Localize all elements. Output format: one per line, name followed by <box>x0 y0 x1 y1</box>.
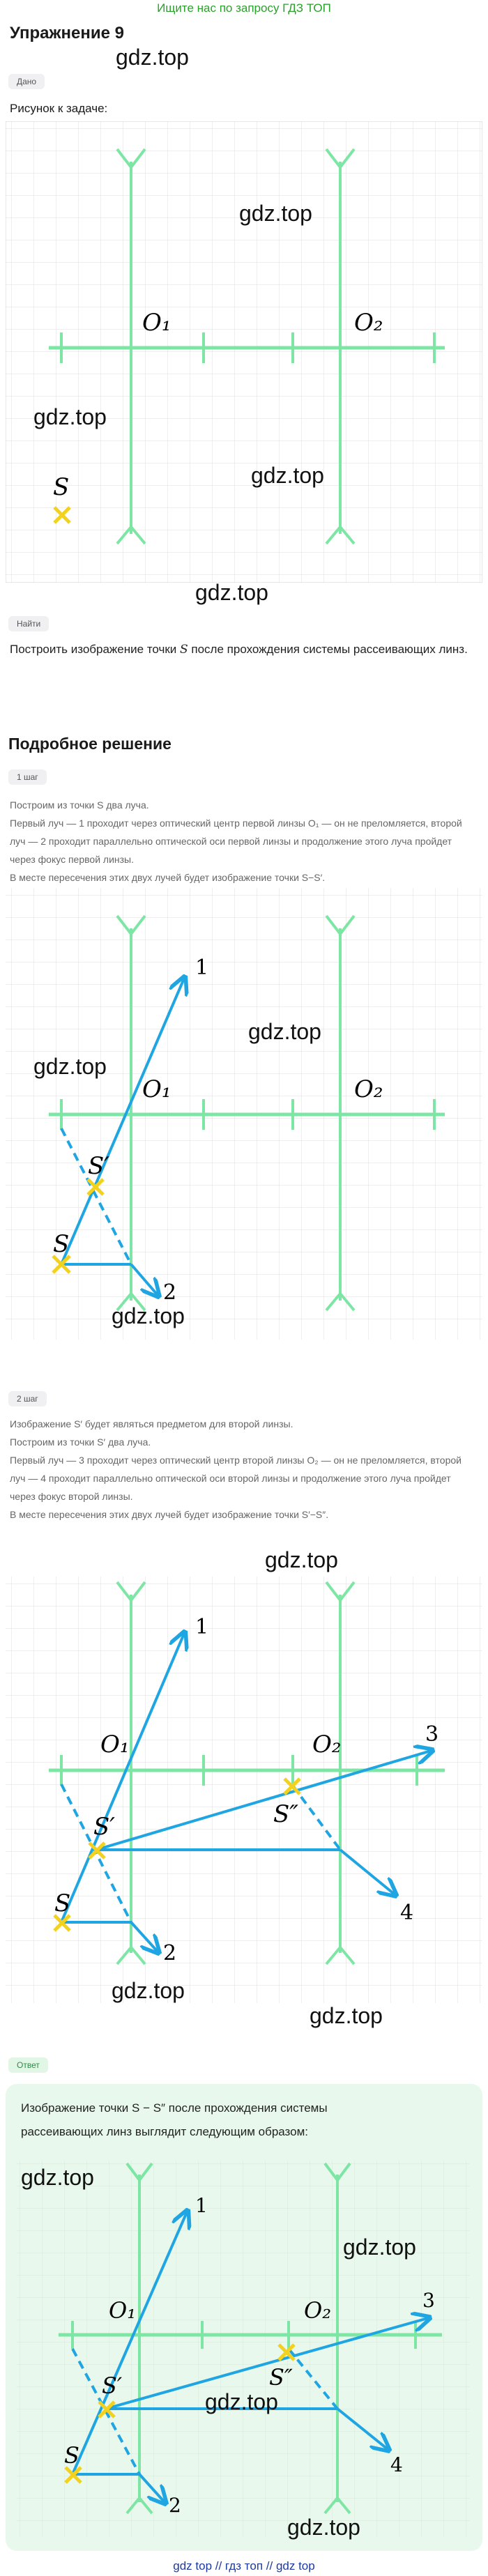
ray-4-label: 4 <box>400 1901 414 1925</box>
find-text: Построить изображение точки S после прохождения системы рассеивающих линз. <box>10 643 468 657</box>
label-o1: O₁ <box>142 309 171 337</box>
label-o2: O₂ <box>354 309 383 337</box>
watermark: gdz.top <box>33 404 107 429</box>
label-s-double-prime: S″ <box>273 1800 298 1828</box>
find-tag: Найти <box>8 616 49 631</box>
figure-answer <box>17 2161 470 2537</box>
answer-tag: Ответ <box>8 2057 48 2073</box>
exercise-title: Упражнение 9 <box>10 24 124 43</box>
watermark: gdz.top <box>116 45 189 70</box>
answer-text: Изображение точки S − S″ после прохождения системы рассеивающих линз выглядит следующим образом: <box>21 2101 328 2138</box>
figure-given <box>6 121 482 583</box>
watermark: gdz.top <box>287 2515 360 2540</box>
label-s: S <box>64 2442 79 2469</box>
ray-2-label: 2 <box>163 1941 177 1965</box>
label-s-prime: S′ <box>93 1813 116 1841</box>
watermark: gdz.top <box>248 1019 321 1044</box>
ray-3-label: 3 <box>422 2289 435 2312</box>
watermark: gdz.top <box>33 1054 107 1079</box>
label-s-prime: S′ <box>102 2372 123 2399</box>
figure-step2 <box>6 1577 482 2003</box>
label-s-double-prime: S″ <box>269 2364 293 2391</box>
given-tag: Дано <box>8 74 45 89</box>
ray-3-label: 3 <box>425 1722 439 1747</box>
watermark: gdz.top <box>205 2389 278 2414</box>
watermark: gdz.top <box>21 2165 94 2190</box>
watermark: gdz.top <box>251 463 324 488</box>
solution-title: Подробное решение <box>8 735 171 753</box>
label-s: S <box>54 1889 71 1917</box>
ray-2-label: 2 <box>163 1280 177 1305</box>
footer-link[interactable]: gdz top // гдз топ // gdz top <box>173 2559 315 2573</box>
label-o1: O₁ <box>100 1731 130 1758</box>
ray-1-label: 1 <box>195 2194 208 2217</box>
label-o1: O₁ <box>109 2297 137 2324</box>
watermark: gdz.top <box>310 2003 383 2028</box>
label-o2: O₂ <box>354 1075 383 1103</box>
ray-1-label: 1 <box>195 956 209 980</box>
search-hint-link[interactable]: Ищите нас по запросу ГДЗ ТОП <box>157 1 331 15</box>
watermark: gdz.top <box>343 2234 416 2260</box>
label-o1: O₁ <box>142 1075 171 1103</box>
step2-tag: 2 шаг <box>8 1391 47 1406</box>
watermark: gdz.top <box>112 1303 185 1328</box>
label-s-prime: S′ <box>88 1152 110 1180</box>
label-o2: O₂ <box>312 1731 342 1758</box>
ray-2-label: 2 <box>169 2494 181 2517</box>
step1-text: Построим из точки S два луча. Первый луч — 1 проходит через оптический центр первой линзы O₁ — он не преломляется, второй луч — 2 проходит параллельно оптической оси первой линзы и продолжение этого луча пройдет через фокус первой линзы. В месте пересечения этих двух лучей будет изображение точки S−S′. <box>10 799 462 883</box>
step2-text: Изображение S′ будет являться предметом для второй линзы. Построим из точки S′ два луча. Первый луч — 3 проходит через оптический центр второй линзы O₂ — он не преломляется, второй луч — 4 проходит параллельно оптической оси второй линзы и продолжение этого луча пройдет через фокус второй линзы. В месте пересечения этих двух лучей будет изображение точки S′−S″. <box>10 1418 462 1520</box>
figure-step1 <box>6 888 482 1340</box>
step1-tag: 1 шаг <box>8 769 47 785</box>
given-caption: Рисунок к задаче: <box>10 102 108 115</box>
watermark: gdz.top <box>265 1547 338 1572</box>
watermark: gdz.top <box>239 201 312 226</box>
label-s: S <box>53 473 70 501</box>
ray-4-label: 4 <box>390 2453 403 2476</box>
label-o2: O₂ <box>304 2297 332 2324</box>
watermark: gdz.top <box>195 580 268 605</box>
label-s: S <box>53 1230 70 1258</box>
watermark: gdz.top <box>112 1978 185 2003</box>
ray-1-label: 1 <box>195 1615 209 1639</box>
